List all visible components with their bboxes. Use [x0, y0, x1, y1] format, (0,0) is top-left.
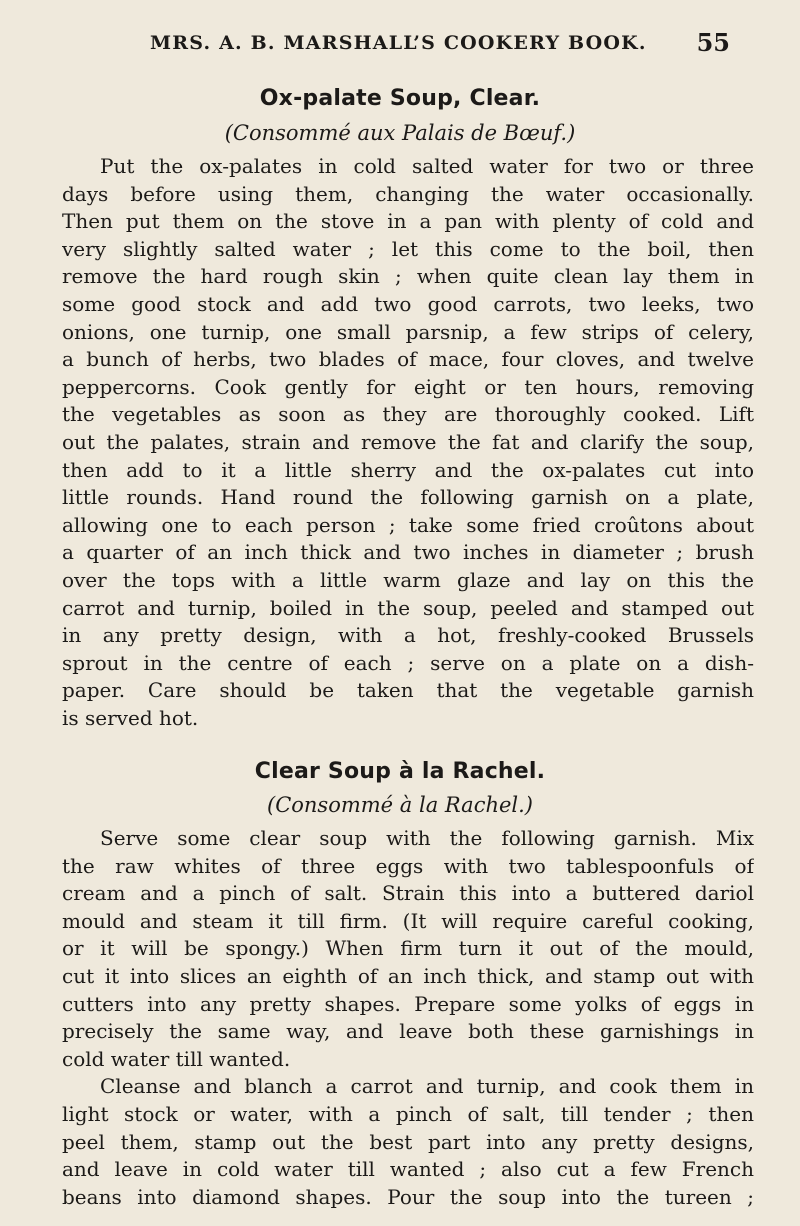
text-line: is served hot.: [62, 705, 199, 730]
text-line: a bunch of herbs, two blades of mace, four cloves, and twelve: [62, 347, 754, 372]
text-line: cold water till wanted.: [62, 1046, 291, 1071]
text-line: peel them, stamp out the best part into any pretty designs,: [62, 1129, 754, 1154]
text-line: precisely the same way, and leave both these garnishings in: [62, 1019, 754, 1044]
text-line: remove the hard rough skin ; when quite clean lay them in: [62, 264, 754, 289]
text-line: peppercorns. Cook gently for eight or ten hours, removing: [62, 374, 754, 399]
text-line: beans into diamond shapes. Pour the soup into the tureen ;: [62, 1184, 754, 1209]
text-line: little rounds. Hand round the following garnish on a plate,: [62, 485, 754, 510]
recipe-subtitle: (Consommé à la Rachel.): [267, 793, 533, 817]
text-line: in any pretty design, with a hot, freshly-cooked Brussels: [62, 623, 754, 648]
text-line: the raw whites of three eggs with two tablespoonfuls of: [62, 853, 754, 878]
page-number: 55: [696, 28, 730, 57]
recipe-title: Ox-palate Soup, Clear.: [259, 86, 541, 111]
text-line: Then put them on the stove in a pan with plenty of cold and: [62, 209, 754, 234]
text-line: onions, one turnip, one small parsnip, a few strips of celery,: [62, 319, 754, 344]
recipe-subtitle: (Consommé aux Palais de Bœuf.): [224, 121, 576, 145]
text-line: Put the ox-palates in cold salted water for two or three: [100, 154, 754, 178]
recipe-title: Clear Soup à la Rachel.: [254, 759, 546, 784]
text-line: cut it into slices an eighth of an inch thick, and stamp out with: [62, 963, 754, 988]
text-line: out the palates, strain and remove the fat and clarify the soup,: [62, 429, 754, 454]
running-head: [60, 30, 730, 60]
text-line: carrot and turnip, boiled in the soup, peeled and stamped out: [62, 595, 754, 620]
text-line: allowing one to each person ; take some fried croûtons about: [62, 512, 754, 537]
text-line: mould and steam it till firm. (It will require careful cooking,: [62, 908, 754, 933]
text-line: cutters into any pretty shapes. Prepare some yolks of eggs in: [62, 991, 754, 1016]
text-line: days before using them, changing the water occasionally.: [62, 181, 754, 206]
text-line: cream and a pinch of salt. Strain this into a buttered dariol: [62, 881, 754, 906]
text-line: the vegetables as soon as they are thoroughly cooked. Lift: [62, 402, 754, 427]
text-line: light stock or water, with a pinch of salt, till tender ; then: [62, 1101, 754, 1126]
text-line: over the tops with a little warm glaze and lay on this the: [62, 567, 754, 592]
text-line: then add to it a little sherry and the ox-palates cut into: [62, 457, 754, 482]
text-line: some good stock and add two good carrots, two leeks, two: [62, 291, 754, 316]
text-line: Cleanse and blanch a carrot and turnip, and cook them in: [100, 1074, 754, 1099]
recipe-body: [62, 825, 754, 1211]
text-line: sprout in the centre of each ; serve on a plate on a dish-: [62, 650, 754, 675]
text-line: or it will be spongy.) When firm turn it out of the mould,: [62, 936, 754, 961]
running-head-title: MRS. A. B. MARSHALL’S COOKERY BOOK.: [150, 32, 647, 54]
text-line: and leave in cold water till wanted ; also cut a few French: [62, 1157, 754, 1182]
text-line: a quarter of an inch thick and two inches in diameter ; brush: [62, 540, 754, 565]
recipe-body: [62, 153, 754, 732]
text-line: very slightly salted water ; let this come to the boil, then: [62, 236, 754, 261]
text-line: Serve some clear soup with the following garnish. Mix: [100, 826, 754, 850]
text-line: paper. Care should be taken that the vegetable garnish: [62, 678, 754, 703]
